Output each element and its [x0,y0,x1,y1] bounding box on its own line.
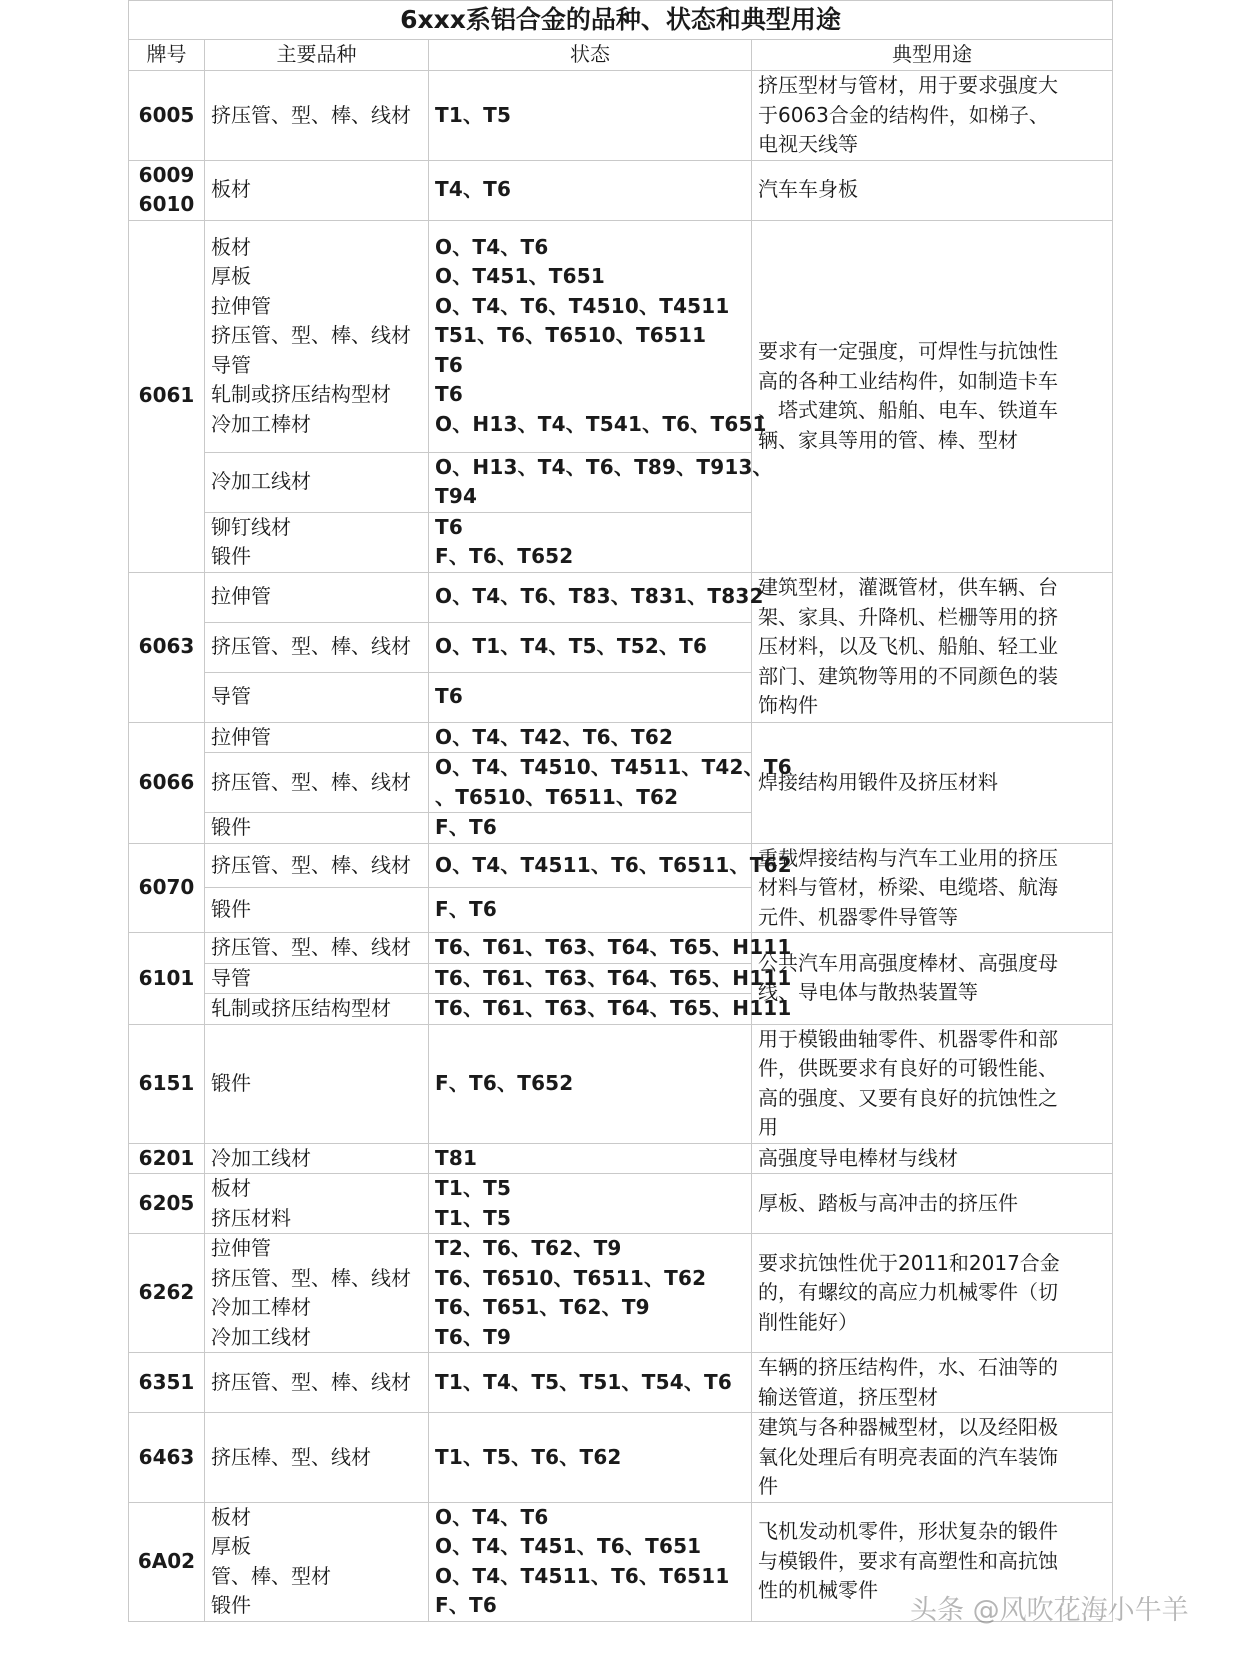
form-text: 板材 [211,1504,251,1529]
form-text: 拉伸管 [211,724,271,749]
status-text: F、T6 [435,1593,498,1617]
use-cell [752,843,1113,933]
table-row [129,1174,1113,1234]
status-text: T1、T5 [435,1176,512,1200]
forms-cell [205,933,429,964]
use-text: 与模锻件，要求有高塑性和高抗蚀 [758,1548,1058,1573]
status-text: O、T4、T4511、T6、T6511 [435,1563,730,1588]
grade-cell [129,1024,205,1143]
use-text: 件 [758,1474,778,1498]
status-text: T6、T651、T62、T9 [435,1295,650,1319]
form-text: 导管 [211,684,251,709]
header-use: 典型用途 [752,40,1113,71]
status-text: O、T4、T6 [435,1504,549,1529]
use-text: 重载焊接结构与汽车工业用的挤压 [758,845,1058,870]
grade-cell [129,160,205,220]
forms-cell [205,753,429,813]
use-text: 飞机发动机零件，形状复杂的锻件 [758,1519,1058,1544]
alloy-table [128,0,1113,1622]
status-cell [429,843,792,888]
use-text: 于6063合金的结构件，如梯子、 [758,102,1049,127]
table-row [129,722,1113,753]
status-text: T6 [435,684,463,709]
use-text: 性的机械零件 [758,1578,878,1603]
status-cell [429,963,792,994]
status-text: T1、T5 [435,102,512,127]
use-text: 高的各种工业结构件，如制造卡车 [758,368,1058,393]
form-text: 冷加工线材 [211,1324,311,1349]
grade-text: 6205 [138,1190,195,1215]
use-text: 用于模锻曲轴零件、机器零件和部 [758,1026,1058,1051]
use-cell [752,1024,1113,1143]
grade-text: 6151 [138,1070,195,1095]
use-text: 建筑型材，灌溉管材，供车辆、台 [758,575,1058,600]
form-text: 冷加工线材 [211,1145,311,1170]
grade-text: 6061 [138,383,195,408]
status-text: T1、T4、T5、T51、T54、T6 [435,1369,732,1394]
table-row [129,1413,1113,1503]
grade-cell [129,572,205,722]
form-text: 锻件 [211,815,251,839]
status-text: T81 [435,1145,478,1170]
use-cell [752,1353,1113,1413]
forms-cell [205,160,429,220]
grade-cell [129,1234,205,1353]
status-cell [429,452,773,512]
status-text: 、T6510、T6511、T62 [435,784,679,809]
use-text: 用 [758,1115,778,1139]
status-text: O、T4、T6、T83、T831、T832 [435,584,764,609]
table-row [129,1143,1113,1174]
status-text: T6 [435,514,463,539]
form-text: 轧制或挤压结构型材 [211,996,391,1020]
status-text: O、H13、T4、T541、T6、T651 [435,411,767,436]
status-text: T2、T6、T62、T9 [435,1236,622,1260]
form-text: 导管 [211,965,251,990]
form-text: 挤压管、型、棒、线材 [211,1369,411,1394]
status-text: T1、T5、T6、T62 [435,1444,622,1469]
watermark: 头条 @风吹花海小牛羊 [910,1595,1189,1626]
status-text: T6 [435,382,463,407]
status-cell [429,1143,752,1174]
form-text: 挤压管、型、棒、线材 [211,1265,411,1290]
forms-cell [205,813,429,844]
use-text: 要求有一定强度，可焊性与抗蚀性 [758,339,1058,363]
grade-text: 6010 [138,192,195,216]
table-row [129,160,1113,220]
use-cell [752,722,1113,843]
grade-cell [129,1353,205,1413]
form-text: 板材 [211,177,251,202]
grade-text: 6351 [138,1369,195,1394]
status-cell [429,512,752,572]
table-body [129,71,1113,1622]
status-text: O、T4、T42、T6、T62 [435,724,674,749]
grade-cell [129,933,205,1025]
status-cell [429,933,792,964]
grade-text: 6070 [138,875,195,899]
table-row [129,933,1113,964]
form-text: 挤压材料 [211,1205,291,1230]
forms-cell [205,71,429,161]
status-text: O、T4、T6、T4510、T4511 [435,293,730,318]
forms-cell [205,1353,429,1413]
form-text: 挤压管、型、棒、线材 [211,634,411,659]
use-text: 厚板、踏板与高冲击的挤压件 [758,1190,1018,1215]
header-grade: 牌号 [129,40,205,71]
grade-cell [129,1174,205,1234]
use-text: 车辆的挤压结构件，水、石油等的 [758,1355,1058,1379]
alloy-table-sheet [128,0,1112,1622]
form-text: 厚板 [211,264,251,289]
status-text: T4、T6 [435,177,512,202]
form-text: 挤压管、型、棒、线材 [211,323,411,348]
use-text: 、塔式建筑、船舶、电车、铁道车 [758,398,1058,422]
status-cell [429,722,752,753]
use-text: 线、导电体与散热装置等 [758,980,978,1005]
status-cell [429,572,764,622]
form-text: 挤压管、型、棒、线材 [211,102,411,127]
use-cell [752,1143,1113,1174]
status-cell [429,1413,752,1503]
status-text: O、T4、T451、T6、T651 [435,1534,702,1558]
grade-text: 6005 [138,102,195,127]
status-cell [429,1174,752,1234]
table-row [129,843,1113,888]
status-cell [429,888,752,933]
forms-cell [205,843,429,888]
use-text: 高强度导电棒材与线材 [758,1145,958,1170]
status-text: T94 [435,484,478,508]
status-cell [429,994,792,1025]
use-text: 材料与管材，桥梁、电缆塔、航海 [758,875,1058,899]
table-title: 6xxx系铝合金的品种、状态和典型用途 [128,0,1113,39]
use-text: 件，供既要求有良好的可锻性能、 [758,1056,1058,1080]
forms-cell [205,672,429,722]
grade-text: 6066 [138,769,195,794]
status-text: F、T6、T652 [435,544,574,568]
status-cell [429,753,792,813]
use-text: 辆、家具等用的管、棒、型材 [758,427,1018,452]
forms-cell [205,220,429,452]
status-cell [429,1234,752,1353]
use-cell [752,933,1113,1025]
status-text: T1、T5 [435,1205,512,1230]
status-cell [429,813,752,844]
grade-cell [129,1413,205,1503]
form-text: 管、棒、型材 [211,1563,331,1588]
status-cell [429,71,752,161]
status-text: F、T6 [435,897,498,922]
grade-text: 6009 [138,162,195,187]
grade-cell [129,1143,205,1174]
use-text: 架、家具、升降机、栏栅等用的挤 [758,604,1058,629]
status-cell [429,220,767,452]
status-text: T6 [435,352,463,377]
status-cell [429,160,752,220]
form-text: 锻件 [211,897,251,922]
grade-cell [129,220,205,572]
use-text: 输送管道，挤压型材 [758,1384,938,1409]
forms-cell [205,722,429,753]
form-text: 挤压管、型、棒、线材 [211,935,411,959]
forms-cell [205,1234,429,1353]
form-text: 拉伸管 [211,293,271,318]
status-text: F、T6 [435,815,498,839]
status-cell [429,1353,752,1413]
grade-text: 6101 [138,965,195,990]
use-text: 电视天线等 [758,132,858,156]
status-text: F、T6、T652 [435,1070,574,1095]
grade-text: 6063 [138,634,195,659]
form-text: 导管 [211,352,251,377]
form-text: 冷加工棒材 [211,1295,311,1319]
grade-cell [129,843,205,933]
use-text: 的，有螺纹的高应力机械零件（切 [758,1280,1058,1305]
status-text: T6、T61、T63、T64、T65、H111 [435,935,792,959]
form-text: 锻件 [211,1593,251,1617]
grade-text: 6463 [138,1444,195,1469]
form-text: 冷加工线材 [211,469,311,494]
use-cell [752,160,1113,220]
form-text: 挤压管、型、棒、线材 [211,769,411,794]
form-text: 厚板 [211,1534,251,1558]
use-text: 焊接结构用锻件及挤压材料 [758,769,998,794]
table-row [129,220,1113,452]
grade-text: 6A02 [137,1548,196,1573]
use-text: 挤压型材与管材，用于要求强度大 [758,73,1058,97]
table-row [129,572,1113,622]
grade-cell [129,71,205,161]
form-text: 锻件 [211,544,251,568]
forms-cell [205,888,429,933]
status-text: T6、T61、T63、T64、T65、H111 [435,965,792,990]
table-row [129,1024,1113,1143]
header-status: 状态 [429,40,752,71]
use-text: 高的强度、又要有良好的抗蚀性之 [758,1085,1058,1110]
use-text: 建筑与各种器械型材，以及经阳极 [758,1415,1058,1439]
status-text: O、H13、T4、T6、T89、T913、 [435,454,773,479]
status-text: O、T1、T4、T5、T52、T6 [435,634,708,659]
use-text: 氧化处理后有明亮表面的汽车装饰 [758,1444,1058,1469]
header-row [129,40,1113,71]
status-text: O、T451、T651 [435,264,605,289]
form-text: 板材 [211,234,251,259]
table-row [129,71,1113,161]
use-text: 要求抗蚀性优于2011和2017合金 [758,1250,1060,1275]
forms-cell [205,963,429,994]
status-text: T6、T6510、T6511、T62 [435,1265,707,1290]
use-cell [752,1413,1113,1503]
use-text: 公共汽车用高强度棒材、高强度母 [758,950,1058,975]
status-cell [429,1502,752,1621]
forms-cell [205,1502,429,1621]
use-text: 削性能好） [758,1309,858,1334]
forms-cell [205,1174,429,1234]
forms-cell [205,452,429,512]
form-text: 铆钉线材 [211,514,291,539]
use-cell [752,572,1113,722]
form-text: 轧制或挤压结构型材 [211,382,391,407]
header-forms: 主要品种 [205,40,429,71]
status-text: O、T4、T4511、T6、T6511、T62 [435,852,792,877]
use-text: 压材料，以及飞机、船舶、轻工业 [758,634,1058,659]
forms-cell [205,994,429,1025]
status-cell [429,622,752,672]
forms-cell [205,512,429,572]
use-cell [752,220,1113,572]
use-text: 元件、机器零件导管等 [758,904,958,929]
status-cell [429,1024,752,1143]
form-text: 锻件 [211,1070,251,1095]
form-text: 拉伸管 [211,1236,271,1260]
forms-cell [205,1143,429,1174]
forms-cell [205,622,429,672]
use-cell [752,1234,1113,1353]
use-text: 汽车车身板 [758,177,858,202]
form-text: 板材 [211,1176,251,1200]
grade-text: 6201 [138,1145,195,1170]
use-cell [752,71,1113,161]
form-text: 挤压管、型、棒、线材 [211,852,411,877]
forms-cell [205,572,429,622]
use-text: 饰构件 [758,693,818,718]
form-text: 挤压棒、型、线材 [211,1444,371,1469]
table-row [129,1353,1113,1413]
status-text: T6、T9 [435,1324,512,1349]
status-text: T6、T61、T63、T64、T65、H111 [435,996,792,1020]
grade-cell [129,1502,205,1621]
grade-cell [129,722,205,843]
form-text: 拉伸管 [211,584,271,609]
use-cell [752,1174,1113,1234]
status-text: T51、T6、T6510、T6511 [435,323,707,348]
forms-cell [205,1024,429,1143]
table-row [129,1234,1113,1353]
form-text: 冷加工棒材 [211,411,311,436]
use-text: 部门、建筑物等用的不同颜色的装 [758,663,1058,688]
grade-text: 6262 [138,1280,195,1305]
forms-cell [205,1413,429,1503]
status-text: O、T4、T6 [435,234,549,259]
status-text: O、T4、T4510、T4511、T42、T6 [435,755,792,779]
status-cell [429,672,752,722]
